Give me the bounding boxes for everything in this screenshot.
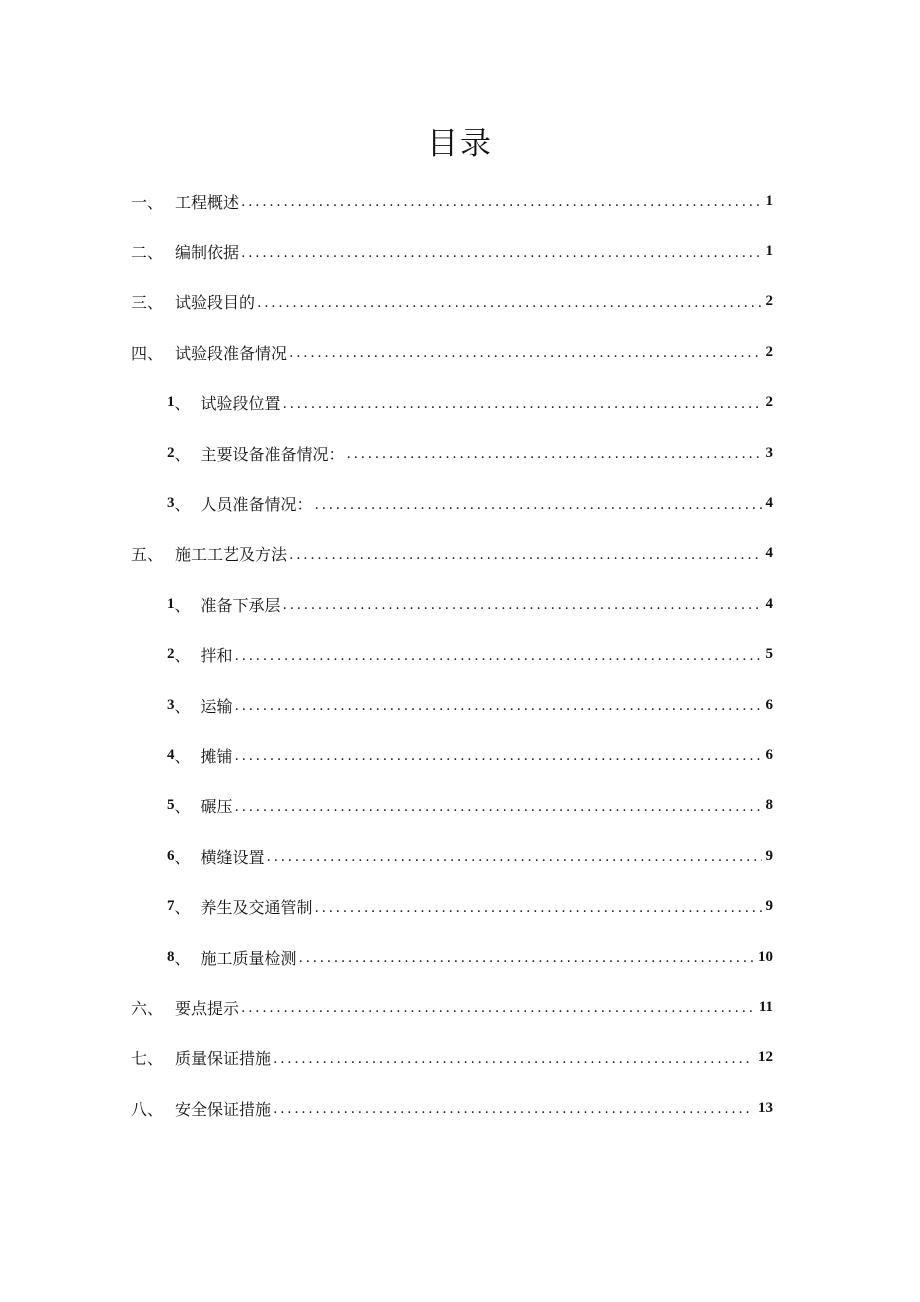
toc-dot-leader xyxy=(283,396,762,412)
toc-entry-separator: 、 xyxy=(174,646,191,666)
toc-entry-4-1[interactable] xyxy=(167,378,773,428)
toc-entry-separator: 、 xyxy=(147,1049,164,1069)
toc-entry-5-1[interactable] xyxy=(167,579,773,629)
toc-entry-page: 11 xyxy=(758,998,773,1015)
toc-entry-5-7[interactable] xyxy=(167,881,773,931)
toc-entry-page: 9 xyxy=(765,898,773,915)
toc-entry-title: 碾压 xyxy=(200,797,233,817)
toc-entry-separator: 、 xyxy=(174,444,191,464)
toc-entry-separator: 、 xyxy=(147,293,164,313)
toc-entry-4-3[interactable] xyxy=(167,478,773,528)
toc-entry-separator: 、 xyxy=(174,394,191,414)
toc-entry-4-2[interactable] xyxy=(167,428,773,478)
toc-entry-page: 4 xyxy=(765,545,773,562)
toc-dot-leader xyxy=(235,799,762,815)
toc-entry-title: 试验段位置 xyxy=(200,394,281,414)
toc-entry-5-6[interactable] xyxy=(167,831,773,881)
toc-entry-5-2[interactable] xyxy=(167,630,773,680)
toc-entry-title: 人员准备情况： xyxy=(200,495,313,515)
toc-entry-number: 2 xyxy=(167,646,175,663)
toc-entry-number: 2 xyxy=(167,444,175,461)
toc-entry-5-4[interactable] xyxy=(167,730,773,780)
toc-entry-separator: 、 xyxy=(147,192,164,212)
toc-entry-number: 3 xyxy=(167,696,175,713)
toc-entry-number: 1 xyxy=(167,394,175,411)
toc-entry-number: 七 xyxy=(131,1049,148,1069)
toc-entry-3[interactable] xyxy=(131,277,773,327)
toc-entry-page: 4 xyxy=(765,595,773,612)
toc-dot-leader xyxy=(235,648,762,664)
toc-entry-separator: 、 xyxy=(174,898,191,918)
toc-entry-number: 8 xyxy=(167,948,175,965)
toc-entry-title: 运输 xyxy=(200,696,233,716)
toc-entry-title: 拌和 xyxy=(200,646,233,666)
toc-entry-title: 质量保证措施 xyxy=(175,1049,272,1069)
toc-entry-page: 13 xyxy=(758,1099,773,1116)
toc-entry-number: 4 xyxy=(167,746,175,763)
toc-entry-title: 主要设备准备情况： xyxy=(200,444,345,464)
toc-entry-page: 2 xyxy=(765,343,773,360)
toc-entry-5-5[interactable] xyxy=(167,781,773,831)
toc-entry-separator: 、 xyxy=(174,495,191,515)
toc-dot-leader xyxy=(299,950,754,966)
toc-entry-page: 10 xyxy=(758,948,773,965)
toc-entry-title: 要点提示 xyxy=(175,998,240,1018)
toc-entry-title: 施工质量检测 xyxy=(200,948,297,968)
toc-entry-1[interactable] xyxy=(131,176,773,226)
toc-entry-title: 试验段准备情况 xyxy=(175,343,288,363)
toc-entry-number: 5 xyxy=(167,797,175,814)
toc-entry-5-3[interactable] xyxy=(167,680,773,730)
toc-entry-page: 2 xyxy=(765,394,773,411)
toc-entry-page: 9 xyxy=(765,847,773,864)
toc-entry-separator: 、 xyxy=(147,343,164,363)
toc-dot-leader xyxy=(283,597,762,613)
toc-dot-leader xyxy=(273,1101,754,1117)
toc-entry-page: 8 xyxy=(765,797,773,814)
toc-entry-page: 4 xyxy=(765,495,773,512)
toc-entry-separator: 、 xyxy=(147,243,164,263)
toc-entry-number: 五 xyxy=(131,545,148,565)
toc-entry-separator: 、 xyxy=(174,847,191,867)
toc-entry-4[interactable] xyxy=(131,327,773,377)
toc-dot-leader xyxy=(235,698,762,714)
toc-entry-page: 6 xyxy=(765,746,773,763)
toc-entry-page: 1 xyxy=(765,192,773,209)
toc-entry-6[interactable] xyxy=(131,982,773,1032)
toc-entry-8[interactable] xyxy=(131,1083,773,1133)
toc-entry-page: 5 xyxy=(765,646,773,663)
toc-dot-leader xyxy=(273,1051,754,1067)
toc-entry-title: 编制依据 xyxy=(175,243,240,263)
table-of-contents xyxy=(0,176,920,1133)
toc-dot-leader xyxy=(289,345,761,361)
toc-entry-2[interactable] xyxy=(131,226,773,276)
toc-dot-leader xyxy=(315,497,762,513)
toc-dot-leader xyxy=(241,194,761,210)
toc-entry-title: 准备下承层 xyxy=(200,595,281,615)
toc-entry-page: 1 xyxy=(765,243,773,260)
toc-entry-number: 四 xyxy=(131,343,148,363)
toc-entry-number: 一 xyxy=(131,192,148,212)
toc-entry-5[interactable] xyxy=(131,529,773,579)
toc-entry-7[interactable] xyxy=(131,1033,773,1083)
toc-entry-number: 八 xyxy=(131,1099,148,1119)
toc-entry-title: 安全保证措施 xyxy=(175,1099,272,1119)
toc-entry-title: 摊铺 xyxy=(200,746,233,766)
toc-entry-page: 3 xyxy=(765,444,773,461)
toc-entry-separator: 、 xyxy=(147,998,164,1018)
toc-entry-title: 养生及交通管制 xyxy=(200,898,313,918)
toc-dot-leader xyxy=(347,446,762,462)
toc-dot-leader xyxy=(235,748,762,764)
toc-entry-number: 3 xyxy=(167,495,175,512)
toc-entry-number: 六 xyxy=(131,998,148,1018)
toc-dot-leader xyxy=(241,245,761,261)
toc-entry-separator: 、 xyxy=(174,948,191,968)
toc-dot-leader xyxy=(241,1000,755,1016)
toc-entry-title: 横缝设置 xyxy=(200,847,265,867)
toc-entry-number: 1 xyxy=(167,595,175,612)
toc-entry-5-8[interactable] xyxy=(167,932,773,982)
toc-entry-number: 7 xyxy=(167,898,175,915)
toc-entry-separator: 、 xyxy=(147,1099,164,1119)
toc-entry-page: 2 xyxy=(765,293,773,310)
toc-entry-title: 工程概述 xyxy=(175,192,240,212)
toc-entry-number: 6 xyxy=(167,847,175,864)
toc-dot-leader xyxy=(315,900,762,916)
toc-entry-number: 三 xyxy=(131,293,148,313)
toc-entry-title: 施工工艺及方法 xyxy=(175,545,288,565)
toc-entry-page: 12 xyxy=(758,1049,773,1066)
toc-entry-separator: 、 xyxy=(147,545,164,565)
toc-entry-number: 二 xyxy=(131,243,148,263)
toc-dot-leader xyxy=(257,295,761,311)
toc-title: 目录 xyxy=(427,126,493,162)
toc-entry-separator: 、 xyxy=(174,696,191,716)
toc-entry-page: 6 xyxy=(765,696,773,713)
toc-entry-separator: 、 xyxy=(174,595,191,615)
toc-entry-title: 试验段目的 xyxy=(175,293,256,313)
toc-entry-separator: 、 xyxy=(174,797,191,817)
toc-dot-leader xyxy=(289,547,761,563)
toc-entry-separator: 、 xyxy=(174,746,191,766)
toc-dot-leader xyxy=(267,849,762,865)
